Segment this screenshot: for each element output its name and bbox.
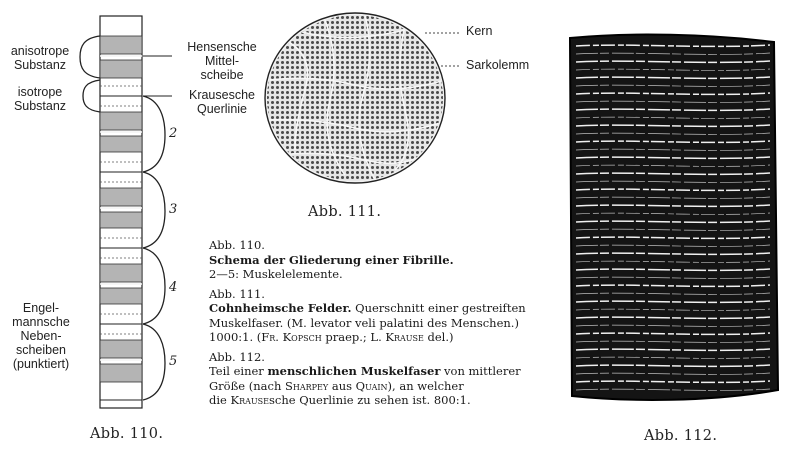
element-brace-2 <box>143 96 165 172</box>
anisotrope-brace <box>80 36 100 78</box>
label-engelmannsche-nebenscheiben: Engel- mannsche Neben- scheiben (punktiert) <box>12 301 70 371</box>
caption-block <box>209 238 539 408</box>
muscle-fiber-body <box>570 35 778 400</box>
anisotrope-band <box>100 36 142 54</box>
anisotrope-band <box>100 60 142 78</box>
element-brace-4 <box>143 248 165 324</box>
element-number-2: 2 <box>169 126 178 141</box>
label-isotrope-substanz: isotrope Substanz <box>13 85 67 113</box>
caption-abb-110: Abb. 110. Schema der Gliederung einer Fibrille. 2—5: Muskelelemente. <box>209 238 454 281</box>
element-number-3: 3 <box>169 202 178 217</box>
label-sarkolemm: Sarkolemm <box>466 58 530 72</box>
caption-abb-111: Abb. 111. Cohnheimsche Felder. Querschnitt einer gestreiften Muskelfaser. (M. levator veli palatini des Menschen.) 1000:1. (Fr. Kopsch praep.; L. Krause del.) <box>209 286 526 344</box>
anisotrope-band <box>100 264 142 282</box>
figure-label-abb-111: Abb. 111. <box>308 204 382 220</box>
element-number-5: 5 <box>169 354 178 369</box>
figure-label-abb-110: Abb. 110. <box>90 426 164 442</box>
anisotrope-band <box>100 340 142 358</box>
anisotrope-band <box>100 136 142 152</box>
muscle-fiber-cross-section <box>267 15 443 181</box>
isotrope-brace <box>83 80 100 112</box>
element-number-4: 4 <box>169 280 178 295</box>
label-kern: Kern <box>466 24 493 38</box>
element-brace-3 <box>143 172 165 248</box>
anisotrope-band <box>100 112 142 130</box>
caption-abb-112: Abb. 112. Teil einer menschlichen Muskelfaser von mittlerer Größe (nach Sharpey aus Quain), an welcher die Krausesche Querlinie zu sehen ist. 800:1. <box>209 349 521 407</box>
anisotrope-band <box>100 364 142 382</box>
label-anisotrope-substanz: anisotrope Substanz <box>10 44 70 72</box>
figure-label-abb-112: Abb. 112. <box>644 428 718 444</box>
anisotrope-band <box>100 212 142 228</box>
element-brace-5 <box>143 324 165 400</box>
label-hensensche-mittelscheibe: Hensensche Mittel- scheibe <box>187 40 257 82</box>
label-krausesche-querlinie: Krausesche Querlinie <box>188 88 255 116</box>
anisotrope-band <box>100 288 142 304</box>
muscle-fiber-diagram <box>560 30 786 410</box>
anisotrope-band <box>100 188 142 206</box>
fibril-column <box>100 16 142 408</box>
